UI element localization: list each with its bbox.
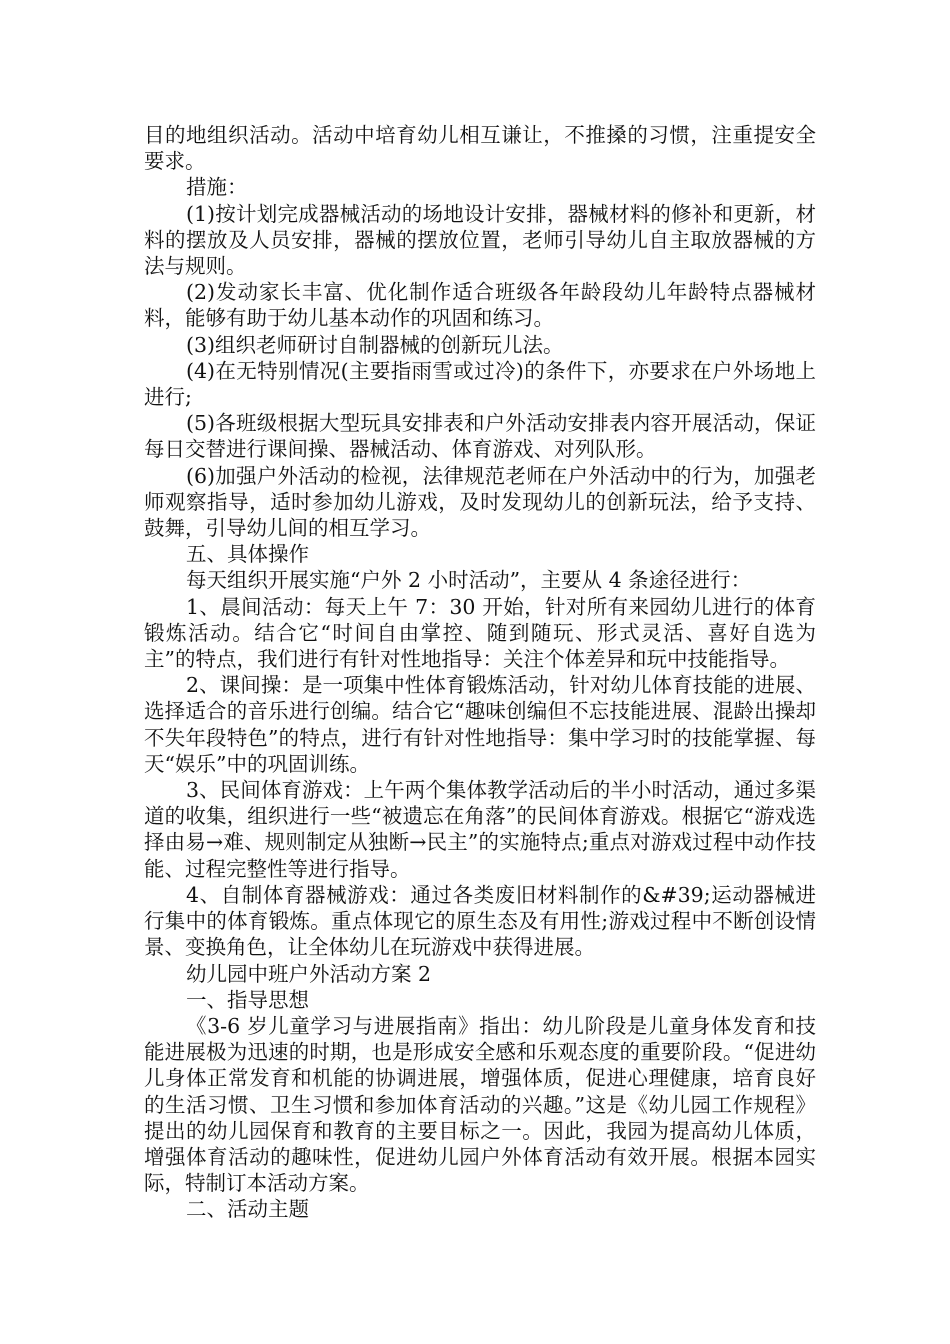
paragraph-daily-intro: 每天组织开展实施“户外 2 小时活动”，主要从 4 条途径进行： [186, 568, 752, 593]
paragraph-measure-1: (1)按计划完成器械活动的场地设计安排，器械材料的修补和更新，材料的摆放及人员安排，器械的摆放位置，老师引导幼儿自主取放器械的方法与规则。 [144, 201, 816, 279]
section-heading-5: 五、具体操作 [186, 542, 310, 567]
paragraph-homemade-equipment: 4、自制体育器械游戏：通过各类废旧材料制作的&#39;运动器械进行集中的体育锻炼。重点体现它的原生态及有用性;游戏过程中不断创设情景、变换角色，让全体幼儿在玩游戏中获得进展。 [144, 882, 816, 960]
document-body [144, 122, 816, 1223]
paragraph-morning-activity: 1、晨间活动：每天上午 7：30 开始，针对所有来园幼儿进行的体育锻炼活动。结合它“时间自由掌控、随到随玩、形式灵活、喜好自选为主”的特点，我们进行有针对性地指导：关注个体差异和玩中技能指导。 [144, 594, 816, 672]
paragraph-measure-2: (2)发动家长丰富、优化制作适合班级各年龄段幼儿年龄特点器械材料，能够有助于幼儿基本动作的巩固和练习。 [144, 280, 816, 331]
document-subtitle-plan-2: 幼儿园中班户外活动方案 2 [186, 961, 432, 986]
paragraph-continuation: 目的地组织活动。活动中培育幼儿相互谦让，不推搡的习惯，注重提安全要求。 [144, 123, 816, 174]
paragraph-measure-3: (3)组织老师研讨自制器械的创新玩儿法。 [186, 332, 564, 357]
paragraph-measures-heading: 措施： [186, 175, 248, 200]
paragraph-folk-games: 3、民间体育游戏：上午两个集体教学活动后的半小时活动，通过多渠道的收集，组织进行一些“被遗忘在角落”的民间体育游戏。根据它“游戏选择由易→难、规则制定从独断→民主”的实施特点;重点对游戏过程中动作技能、过程完整性等进行指导。 [144, 778, 816, 881]
paragraph-measure-6: (6)加强户外活动的检视，法律规范老师在户外活动中的行为，加强老师观察指导，适时参加幼儿游戏，及时发现幼儿的创新玩法，给予支持、鼓舞，引导幼儿间的相互学习。 [144, 463, 816, 541]
paragraph-measure-4: (4)在无特别情况(主要指雨雪或过冷)的条件下，亦要求在户外场地上进行; [144, 358, 816, 410]
paragraph-recess-exercise: 2、课间操：是一项集中性体育锻炼活动，针对幼儿体育技能的进展、选择适合的音乐进行创编。结合它“趣味创编但不忘技能进展、混龄出操却不失年段特色”的特点，进行有针对性地指导：集中学习时的技能掌握、每天“娱乐”中的巩固训练。 [144, 673, 816, 776]
section-heading-activity-theme: 二、活动主题 [186, 1197, 310, 1222]
paragraph-measure-5: (5)各班级根据大型玩具安排表和户外活动安排表内容开展活动，保证每日交替进行课间操、器械活动、体育游戏、对列队形。 [144, 411, 816, 462]
section-heading-guiding-thought: 一、指导思想 [186, 987, 310, 1012]
paragraph-guiding-thought: 《3-6 岁儿童学习与进展指南》指出：幼儿阶段是儿童身体发育和技能进展极为迅速的时期，也是形成安全感和乐观态度的重要阶段。“促进幼儿身体正常发育和机能的协调进展，增强体质，促进心理健康，培育良好的生活习惯、卫生习惯和参加体育活动的兴趣。”这是《幼儿园工作规程》提出的幼儿园保育和教育的主要目标之一。因此，我园为提高幼儿体质，增强体育活动的趣味性，促进幼儿园户外体育活动有效开展。根据本园实际，特制订本活动方案。 [144, 1013, 816, 1196]
